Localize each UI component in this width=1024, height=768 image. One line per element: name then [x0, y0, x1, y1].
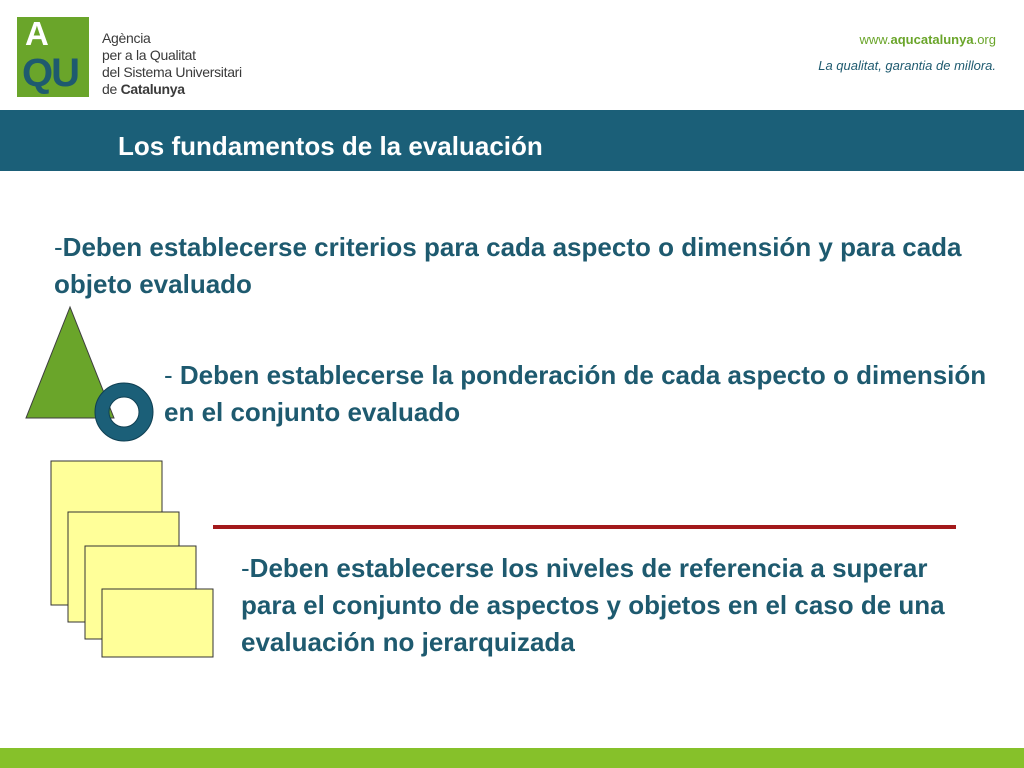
slide-title: Los fundamentos de la evaluación — [118, 131, 543, 161]
point-criteria — [54, 229, 984, 303]
url-suffix: .org — [973, 32, 996, 47]
point-reference-levels — [241, 550, 981, 661]
point-weighting — [164, 357, 1014, 431]
logo-letters-qu: QU — [22, 51, 78, 95]
org-name-line-4-bold: Catalunya — [120, 81, 185, 97]
divider-line — [213, 525, 956, 529]
point-dash: - — [54, 232, 63, 262]
page-4 — [102, 589, 213, 657]
point-dash: - — [164, 360, 180, 390]
url-prefix: www. — [859, 32, 891, 47]
footer-bar — [0, 748, 1024, 768]
org-name-line-2: per a la Qualitat — [102, 47, 196, 63]
org-name-line-4-prefix: de — [102, 81, 121, 97]
logo-letter-a: A — [25, 15, 49, 52]
point-text: Deben establecerse criterios para cada aspecto o dimensión y para cada objeto evaluado — [54, 232, 962, 299]
org-name-line-1: Agència — [102, 30, 151, 46]
point-text: Deben establecerse la ponderación de cada aspecto o dimensión en el conjunto evaluado — [164, 360, 987, 427]
point-text: Deben establecerse los niveles de referencia a superar para el conjunto de aspectos y objetos en el caso de una evaluación no jerarquizada — [241, 553, 945, 657]
url-domain: aqucatalunya — [890, 32, 974, 47]
stacked-pages-shape — [51, 461, 213, 657]
point-dash: - — [241, 553, 250, 583]
tagline: La qualitat, garantia de millora. — [818, 58, 996, 73]
org-name-line-3: del Sistema Universitari — [102, 64, 242, 80]
